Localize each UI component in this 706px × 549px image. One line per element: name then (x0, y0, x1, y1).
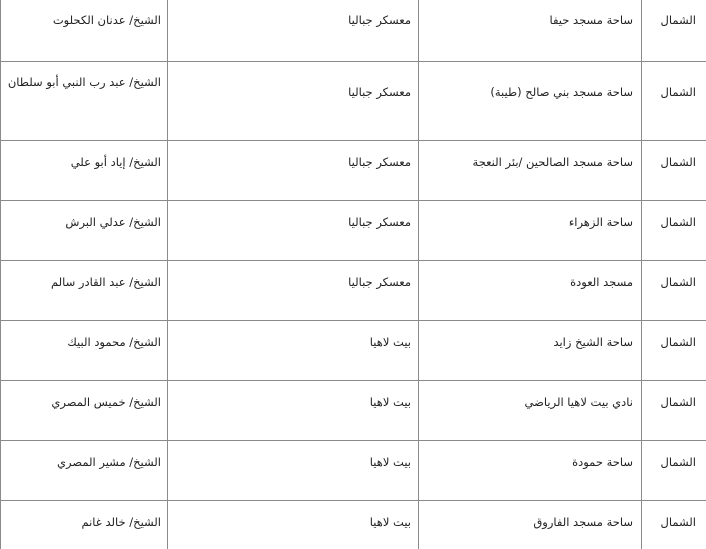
table-row (1, 501, 706, 549)
region-cell: الشمال (642, 381, 706, 441)
venue-cell: نادي بيت لاهيا الرياضي (419, 381, 642, 441)
area-cell: بيت لاهيا (168, 441, 419, 501)
table-row (1, 201, 706, 261)
area-cell: معسكر جباليا (168, 62, 419, 141)
table-row (1, 261, 706, 321)
sheikh-cell: الشيخ/ خالد غانم (1, 501, 168, 549)
region-cell: الشمال (642, 501, 706, 549)
venue-cell: مسجد العودة (419, 261, 642, 321)
region-cell: الشمال (642, 261, 706, 321)
table-row (1, 62, 706, 141)
area-cell: بيت لاهيا (168, 321, 419, 381)
sheikh-cell: الشيخ/ عبد رب النبي أبو سلطان (1, 62, 168, 141)
region-cell: الشمال (642, 321, 706, 381)
table-row (1, 0, 706, 62)
venue-cell: ساحة الشيخ زايد (419, 321, 642, 381)
sheikh-cell: الشيخ/ عدنان الكحلوت (1, 0, 168, 62)
venue-cell: ساحة حمودة (419, 441, 642, 501)
area-cell: معسكر جباليا (168, 261, 419, 321)
table-row (1, 141, 706, 201)
area-cell: بيت لاهيا (168, 501, 419, 549)
table-row (1, 321, 706, 381)
venue-cell: ساحة مسجد الفاروق (419, 501, 642, 549)
area-cell: بيت لاهيا (168, 381, 419, 441)
sheikh-cell: الشيخ/ عدلي البرش (1, 201, 168, 261)
venue-cell: ساحة مسجد الصالحين /بئر النعجة (419, 141, 642, 201)
table-row (1, 441, 706, 501)
region-cell: الشمال (642, 0, 706, 62)
sheikh-cell: الشيخ/ عبد القادر سالم (1, 261, 168, 321)
region-cell: الشمال (642, 201, 706, 261)
area-cell: معسكر جباليا (168, 141, 419, 201)
region-cell: الشمال (642, 441, 706, 501)
region-cell: الشمال (642, 141, 706, 201)
sheikh-cell: الشيخ/ محمود البيك (1, 321, 168, 381)
sheikh-cell: الشيخ/ خميس المصري (1, 381, 168, 441)
venue-cell: ساحة مسجد حيفا (419, 0, 642, 62)
region-cell: الشمال (642, 62, 706, 141)
sheikh-cell: الشيخ/ إياد أبو علي (1, 141, 168, 201)
venue-cell: ساحة الزهراء (419, 201, 642, 261)
area-cell: معسكر جباليا (168, 201, 419, 261)
area-cell: معسكر جباليا (168, 0, 419, 62)
venue-cell: ساحة مسجد بني صالح (طيبة) (419, 62, 642, 141)
sheikh-cell: الشيخ/ مشير المصري (1, 441, 168, 501)
table-row (1, 381, 706, 441)
